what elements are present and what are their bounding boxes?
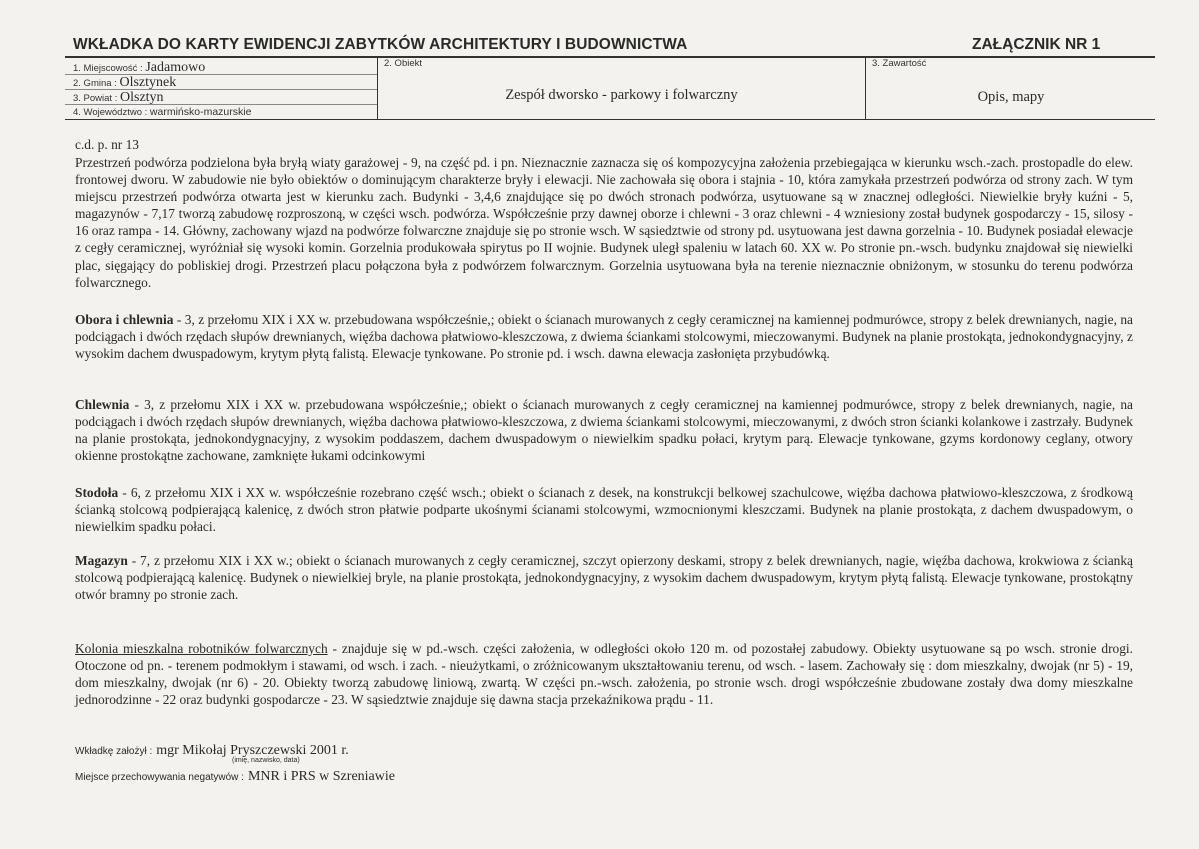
county-field [73,90,164,106]
paragraph-chlewnia-text: - 3, z przełomu XIX i XX w. przebudowana współcześnie,; obiekt o ścianach murowanych z cegły ceramicznej na kamiennej podmurówce, stropy z belek drewnianych, nagie, na podciągach i dwóch rzędach słupów drewnianych, więźba dachowa płatwiowo-kleszczowa, z dwiema ściankami stolcowymi, mieczowanymi, z dwóch stron ścianki kolankowe i zastrzały. Budynek na planie prostokąta, jednokondygnacyjny, z wysokim poddaszem, dachem dwuspadowym o niewielkim spadku połaci, krytym parą. Elewacje tynkowane, gzyms kordonowy ceglany, otwory okienne prostokątne zachowane, zamknięte łukami odcinkowymi [75,397,1133,464]
paragraph-magazyn [75,552,1133,603]
voivodeship-field [73,106,251,118]
paragraph-chlewnia-heading: Chlewnia [75,397,130,412]
paragraph-stodola-text: - 6, z przełomu XIX i XX w. współcześnie rozebrano część wsch.; obiekt o ścianach z desek, na konstrukcji belkowej szachulcowe, więźba dachowa płatwiowo-kleszczowa, z środkową ścianką stolcową podpierającą kalenicę, z dwóch stron płatwie podparte ukośnymi ścianami stolcowymi, wzmocnionymi kleszczami. Budynek na planie prostokąta, z dachem dwuspadowym, o niewielkim spadku połaci. [75,485,1133,535]
voivodeship-label: 4. Województwo : [73,107,148,118]
commune-label: 2. Gmina : [73,78,117,89]
commune-field [73,75,176,91]
paragraph-stodola-heading: Stodoła [75,485,119,500]
object-label: 2. Obiekt [384,58,423,69]
paragraph-kolonia-text: - znajduje się w pd.-wsch. części założenia, w odległości około 120 m. od pozostałej zabudowy. Obiekty usytuowane są po wsch. stronie drogi. Otoczone od pn. - terenem podmokłym i stawami, od wsch. i zach. - nieużytkami, o zróżnicowanym ukształtowaniu terenu, od wsch. - lasem. Zachowały się : dom mieszkalny, dwojak (nr 5) - 19, dom mieszkalny, dwojak (nr 6) - 20. Obiekty tworzą zabudowę liniową, zwartą. W części pn.-wsch. założenia, po stronie wsch. drogi współcześnie zbudowane zostały dwa domy mieszkalne jednorodzinne - 22 oraz budynki gospodarcze - 23. W sąsiedztwie znajduje się dawna stacja przekaźnikowa prądu - 11. [75,641,1133,708]
paragraph-kolonia-heading: Kolonia mieszkalna robotników folwarcznych [75,641,328,656]
intro-text: Przestrzeń podwórza podzielona była bryłą wiaty garażowej - 9, na część pd. i pn. Nieznacznie zaznacza się oś kompozycyjna założenia przebiegająca w kierunku wsch.-zach. prostopadle do elew. frontowej dworu. W zabudowie nie było obiektów o dominującym charakterze bryły i elewacji. Nie zachowała się obora i stajnia - 10, która zamykała przestrzeń podwórza od strony zach. W tym miejscu przestrzeń podwórza otwarta jest w kierunku zach. Budynki - 3,4,6 znajdujące się po dwóch stronach podwórza, usytuowane są w znacznej odległości. Niewielkie bryły kuźni - 5, magazynów - 7,17 tworzą zabudowę rozproszoną, w części wsch. podwórza. Współcześnie przy dawnej oborze i chlewni - 3 oraz chlewni - 4 wzniesiony został budynek gospodarczy - 15, silosy - 16 oraz rampa - 14. Główny, zachowany wjazd na podwórze folwarczne znajduje się po stronie wsch. W sąsiedztwie od strony pd. usytuowana jest dawna gorzelnia - 10. Budynek posiadał elewacje z cegły ceramicznej, wyróżniał się wysoki komin. Gorzelnia produkowała spirytus po II wojnie. Budynek uległ spaleniu w latach 60. XX w. Po stronie pn.-wsch. budynku znajdował się niewielki plac, sięgający do pobliskiej drogi. Przestrzeń placu połączona była z podwórzem folwarcznym. Gorzelnia usytuowana była na terenie nieznacznie obniżonym, w stosunku do terenu podwórza folwarcznego. [75,155,1133,290]
locality-value: Jadamowo [145,60,206,75]
paragraph-obora-text: - 3, z przełomu XIX i XX w. przebudowana współcześnie,; obiekt o ścianach murowanych z cegły ceramicznej na kamiennej podmurówce, stropy z belek drewnianych, nagie, na podciągach i dwóch rzędach słupów drewnianych, więźba dachowa płatwiowo-kleszczowa, z dwiema ściankami stolcowymi, mieczowanymi. Budynek na planie prostokąta, jednokondygnacyjny, z wysokim dachem dwuspadowym, krytym płytą falistą. Elewacje tynkowane. Po stronie pd. i wsch. dawna elewacja zasłonięta przybudówką. [75,312,1133,362]
author-value: mgr Mikołaj Pryszczewski 2001 r. [156,743,349,758]
header-top-rule [65,56,1155,58]
document-title: WKŁADKA DO KARTY EWIDENCJI ZABYTKÓW ARCHITEKTURY I BUDOWNICTWA [73,36,688,53]
content-label: 3. Zawartość [872,58,927,69]
county-label: 3. Powiat : [73,93,118,104]
storage-line [75,767,395,785]
paragraph-stodola [75,484,1133,535]
paragraph-magazyn-text: - 7, z przełomu XIX i XX w.; obiekt o ścianach murowanych z cegły ceramicznej, szczyt opierzony deskami, stropy z belek drewnianych, nagie, więźba dachowa, krokwiowa z ścianką stolcową podpierającą kalenicę. Budynek o niewielkiej bryle, na planie prostokąta, jednokondygnacyjny, z wysokim dachem dwuspadowym, krytym płytą falistą. Elewacje tynkowane, prostokątny otwór bramny po stronie zach. [75,553,1133,603]
paragraph-obora-heading: Obora i chlewnia [75,312,174,327]
storage-label: Miejsce przechowywania negatywów : [75,772,244,783]
object-value: Zespół dworsko - parkowy i folwarczny [505,87,738,103]
paragraph-chlewnia [75,396,1133,464]
paragraph-obora [75,311,1133,362]
paragraph-magazyn-heading: Magazyn [75,553,128,568]
continuation-note: c.d. p. nr 13 [75,137,139,152]
voivodeship-value: warmińsko-mazurskie [149,106,252,118]
locality-field [73,60,205,76]
paragraph-kolonia [75,640,1133,708]
intro-paragraph [75,154,1133,291]
author-hint: (imię, nazwisko, data) [232,757,300,764]
content-value: Opis, mapy [977,89,1045,105]
header-bottom-rule [65,119,1155,120]
author-line [75,741,349,759]
header-divider-2 [865,56,866,119]
author-label: Wkładkę założył : [75,746,153,757]
annex-number: ZAŁĄCZNIK NR 1 [972,36,1101,53]
county-value: Olsztyn [120,90,164,105]
storage-value: MNR i PRS w Szreniawie [247,769,395,784]
locality-label: 1. Miejscowość : [73,63,143,74]
commune-value: Olsztynek [119,75,177,90]
